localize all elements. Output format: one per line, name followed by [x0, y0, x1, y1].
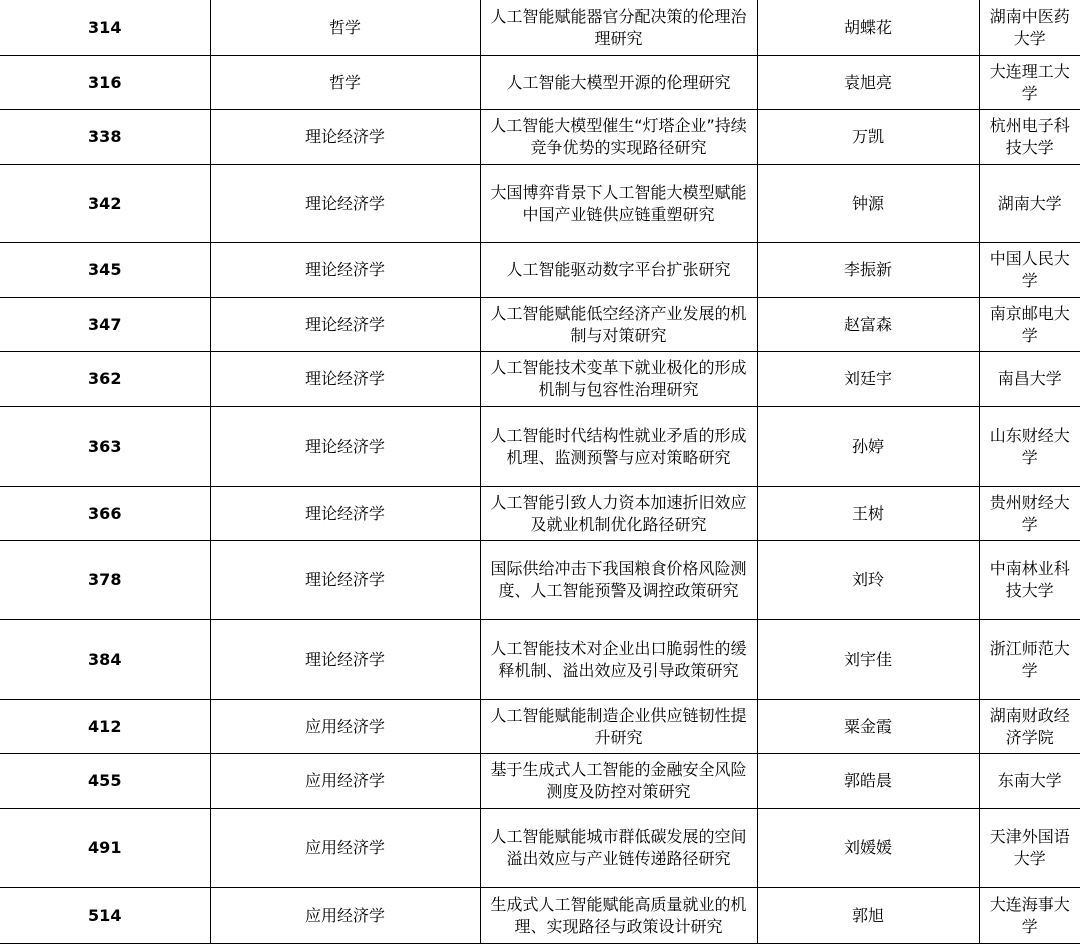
project-number-cell: 362 [0, 352, 210, 407]
lead-investigator-cell: 郭旭 [757, 888, 979, 944]
discipline-cell: 理论经济学 [210, 352, 480, 407]
institution-cell: 南昌大学 [979, 352, 1080, 407]
project-title-cell: 人工智能技术对企业出口脆弱性的缓释机制、溢出效应及引导政策研究 [480, 620, 757, 700]
project-number-cell: 455 [0, 754, 210, 809]
discipline-cell: 理论经济学 [210, 620, 480, 700]
discipline-cell: 理论经济学 [210, 487, 480, 541]
institution-cell: 中国人民大学 [979, 243, 1080, 298]
table-row [0, 888, 1080, 944]
table-row [0, 700, 1080, 754]
project-title-cell: 人工智能技术变革下就业极化的形成机制与包容性治理研究 [480, 352, 757, 407]
discipline-cell: 应用经济学 [210, 700, 480, 754]
lead-investigator-cell: 刘宇佳 [757, 620, 979, 700]
table-row [0, 754, 1080, 809]
lead-investigator-cell: 王树 [757, 487, 979, 541]
lead-investigator-cell: 刘玲 [757, 541, 979, 620]
project-number-cell: 338 [0, 110, 210, 165]
project-title-cell: 人工智能驱动数字平台扩张研究 [480, 243, 757, 298]
discipline-cell: 理论经济学 [210, 243, 480, 298]
lead-investigator-cell: 胡蝶花 [757, 0, 979, 56]
project-number-cell: 342 [0, 165, 210, 243]
lead-investigator-cell: 袁旭亮 [757, 56, 979, 110]
project-number-cell: 491 [0, 809, 210, 888]
project-title-cell: 大国博弈背景下人工智能大模型赋能中国产业链供应链重塑研究 [480, 165, 757, 243]
discipline-cell: 理论经济学 [210, 298, 480, 352]
table-row [0, 541, 1080, 620]
institution-cell: 南京邮电大学 [979, 298, 1080, 352]
discipline-cell: 应用经济学 [210, 754, 480, 809]
project-number-cell: 363 [0, 407, 210, 487]
institution-cell: 湖南大学 [979, 165, 1080, 243]
discipline-cell: 应用经济学 [210, 809, 480, 888]
project-number-cell: 345 [0, 243, 210, 298]
institution-cell: 浙江师范大学 [979, 620, 1080, 700]
project-number-cell: 384 [0, 620, 210, 700]
institution-cell: 天津外国语大学 [979, 809, 1080, 888]
table-row [0, 165, 1080, 243]
lead-investigator-cell: 赵富森 [757, 298, 979, 352]
institution-cell: 东南大学 [979, 754, 1080, 809]
discipline-cell: 哲学 [210, 0, 480, 56]
project-number-cell: 314 [0, 0, 210, 56]
project-title-cell: 人工智能引致人力资本加速折旧效应及就业机制优化路径研究 [480, 487, 757, 541]
institution-cell: 中南林业科技大学 [979, 541, 1080, 620]
project-title-cell: 人工智能赋能器官分配决策的伦理治理研究 [480, 0, 757, 56]
project-number-cell: 378 [0, 541, 210, 620]
project-title-cell: 人工智能大模型开源的伦理研究 [480, 56, 757, 110]
project-title-cell: 人工智能赋能低空经济产业发展的机制与对策研究 [480, 298, 757, 352]
discipline-cell: 理论经济学 [210, 407, 480, 487]
discipline-cell: 哲学 [210, 56, 480, 110]
discipline-cell: 理论经济学 [210, 541, 480, 620]
project-title-cell: 人工智能大模型催生“灯塔企业”持续竞争优势的实现路径研究 [480, 110, 757, 165]
project-number-cell: 514 [0, 888, 210, 944]
lead-investigator-cell: 孙婷 [757, 407, 979, 487]
lead-investigator-cell: 刘媛媛 [757, 809, 979, 888]
project-title-cell: 生成式人工智能赋能高质量就业的机理、实现路径与政策设计研究 [480, 888, 757, 944]
institution-cell: 山东财经大学 [979, 407, 1080, 487]
table-row [0, 487, 1080, 541]
lead-investigator-cell: 钟源 [757, 165, 979, 243]
project-number-cell: 316 [0, 56, 210, 110]
table-row [0, 0, 1080, 56]
table-row [0, 298, 1080, 352]
project-title-cell: 国际供给冲击下我国粮食价格风险测度、人工智能预警及调控政策研究 [480, 541, 757, 620]
institution-cell: 贵州财经大学 [979, 487, 1080, 541]
table-row [0, 407, 1080, 487]
lead-investigator-cell: 李振新 [757, 243, 979, 298]
institution-cell: 大连理工大学 [979, 56, 1080, 110]
table-row [0, 243, 1080, 298]
discipline-cell: 应用经济学 [210, 888, 480, 944]
lead-investigator-cell: 万凯 [757, 110, 979, 165]
institution-cell: 杭州电子科技大学 [979, 110, 1080, 165]
project-number-cell: 366 [0, 487, 210, 541]
project-title-cell: 人工智能赋能制造企业供应链韧性提升研究 [480, 700, 757, 754]
table-row [0, 809, 1080, 888]
institution-cell: 湖南财政经济学院 [979, 700, 1080, 754]
lead-investigator-cell: 郭皓晨 [757, 754, 979, 809]
discipline-cell: 理论经济学 [210, 165, 480, 243]
table-row [0, 56, 1080, 110]
project-number-cell: 347 [0, 298, 210, 352]
project-title-cell: 人工智能时代结构性就业矛盾的形成机理、监测预警与应对策略研究 [480, 407, 757, 487]
discipline-cell: 理论经济学 [210, 110, 480, 165]
project-number-cell: 412 [0, 700, 210, 754]
project-title-cell: 人工智能赋能城市群低碳发展的空间溢出效应与产业链传递路径研究 [480, 809, 757, 888]
lead-investigator-cell: 刘廷宇 [757, 352, 979, 407]
institution-cell: 大连海事大学 [979, 888, 1080, 944]
institution-cell: 湖南中医药大学 [979, 0, 1080, 56]
project-title-cell: 基于生成式人工智能的金融安全风险测度及防控对策研究 [480, 754, 757, 809]
table-row [0, 352, 1080, 407]
table-row [0, 110, 1080, 165]
lead-investigator-cell: 粟金霞 [757, 700, 979, 754]
table-row [0, 620, 1080, 700]
